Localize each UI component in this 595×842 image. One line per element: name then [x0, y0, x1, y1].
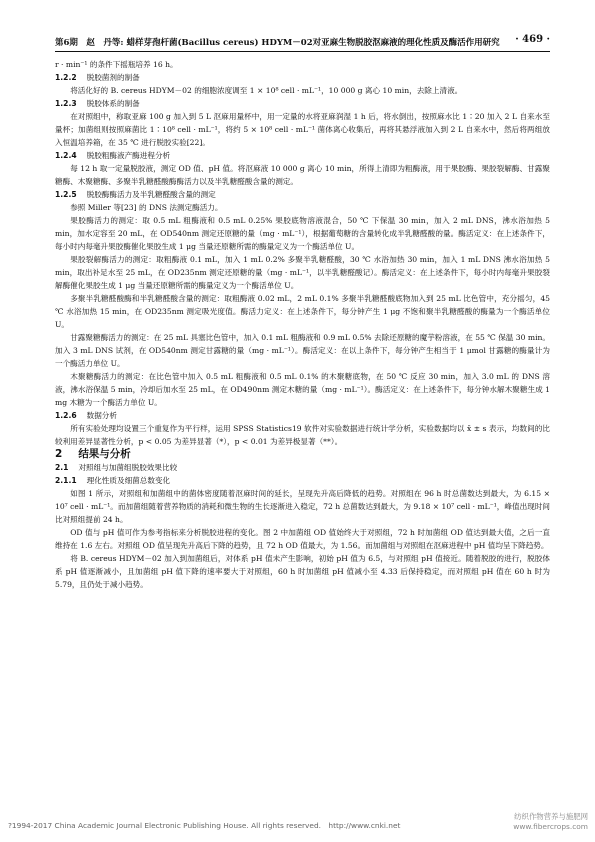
- heading-number: 2.1.1: [55, 476, 77, 485]
- subsection-heading: [55, 461, 550, 474]
- body-paragraph: 甘露聚糖酶活力的测定：在 25 mL 具塞比色管中，加入 0.1 mL 粗酶液和 0.9 mL 0.5% 去除还原糖的魔芋粉溶液，在 55 ℃ 保温 30 min。加入 3 mL DNS 试剂，在 OD540nm 测定甘露糖的量（mg · mL⁻¹）。酶活定义：在以上条件下，每分钟产生相当于 1 μmol 甘露糖的酶量计为一个酶活力单位 U。: [55, 333, 550, 368]
- heading-number: 2: [55, 448, 63, 460]
- heading-text: 脱胶粗酶液产酶进程分析: [86, 151, 171, 160]
- heading-number: 2.1: [55, 463, 69, 472]
- heading-number: 1.2.2: [55, 73, 77, 82]
- heading-text: 脱胶酶酶活力及半乳糖醛酸含量的测定: [86, 190, 216, 199]
- section-heading: [55, 448, 550, 461]
- watermark-line-1: 纺织作物营养与施肥网: [514, 812, 588, 821]
- site-watermark: [513, 812, 588, 832]
- watermark-line-2: www.fibercrops.com: [513, 822, 588, 831]
- body-paragraph: OD 值与 pH 值可作为参考指标来分析脱胶进程的变化。图 2 中加菌组 OD 值始终大于对照组，72 h 时加菌组 OD 值达到最大值，之后一直维持在 1.6 左右。对照组 OD 值呈现先升高后下降的趋势，且 72 h OD 值最大，为 1.56。而加菌组与对照组在沤麻进程中 pH 值均呈下降趋势。: [55, 528, 550, 550]
- subsection-heading: [55, 474, 550, 487]
- subsection-heading: [55, 149, 550, 162]
- running-header: [55, 32, 550, 50]
- article-body: [55, 58, 550, 591]
- running-header-title: 第6期 赵 丹等: 蜡样芽孢杆菌(Bacillus cereus) HDYM－02对亚麻生物脱胶沤麻液的理化性质及酶活作用研究: [55, 38, 500, 48]
- subsection-heading: [55, 71, 550, 84]
- subsection-heading: [55, 97, 550, 110]
- body-paragraph: 多聚半乳糖醛酸酶和半乳糖醛酸含量的测定：取粗酶液 0.02 mL，2 mL 0.1% 多聚半乳糖醛酸底物加入到 25 mL 比色管中，充分摇匀，45 ℃ 水浴加热 15 min，在 OD235nm 测定吸光度值。酶活力定义：在上述条件下，每分钟产生 1 μg 不饱和聚半乳糖醛酸的酶量为一个酶活单位 U。: [55, 294, 550, 329]
- heading-text: 脱胶体系的制备: [86, 99, 140, 108]
- body-paragraph: 参照 Miller 等[23] 的 DNS 法测定酶活力。: [70, 203, 223, 212]
- body-paragraph: 果胶酶活力的测定：取 0.5 mL 粗酶液和 0.5 mL 0.25% 果胶底物溶液混合，50 ℃ 下保温 30 min，加入 2 mL DNS，沸水浴加热 5 min，加水定容至 20 mL，在 OD540nm 测定还原糖的量（mg · mL⁻¹），根据葡萄糖的含量转化成半乳糖醛酸的量。酶活定义：在上述条件下，每小时内每毫升果胶酶催化果胶生成 1 μg 当量还原糖所需的酶量定义为一个酶活单位 U。: [55, 216, 550, 251]
- body-paragraph: 每 12 h 取一定量脱胶液，测定 OD 值、pH 值。将沤麻液 10 000 g 离心 10 min，所得上清即为粗酶液，用于果胶酶、果胶裂解酶、甘露聚糖酶、木聚糖酶、多聚半乳糖醛酸酶酶活力以及半乳糖醛酸含量的测定。: [55, 164, 550, 186]
- heading-number: 1.2.5: [55, 190, 77, 199]
- subsection-heading: [55, 409, 550, 422]
- body-paragraph: 果胶裂解酶活力的测定：取粗酶液 0.1 mL，加入 1 mL 0.2% 多聚半乳糖醛酸，30 ℃ 水浴加热 30 min，加入 1 mL DNS 沸水浴加热 5 min，取出补足水至 25 mL，在 OD235nm 测定还原糖的量（mg · mL⁻¹，以半乳糖醛酸记）。酶活定义：在上述条件下，每小时内每毫升果胶裂解酶催化果胶生成 1 μg 当量还原糖所需的酶量定义为一个酶活单位 U。: [55, 255, 550, 290]
- heading-text: 数据分析: [86, 411, 117, 420]
- body-paragraph: 木聚糖酶活力的测定：在比色管中加入 0.5 mL 粗酶液和 0.5 mL 0.1% 的木聚糖底物，在 50 ℃ 反应 30 min，加入 3.0 mL 的 DNS 溶液，沸水浴保温 5 min，冷却后加水至 25 mL，在 OD490nm 测定木糖的量（mg · mL⁻¹）。酶活定义：在上述条件下，每分钟水解木聚糖生成 1 mg 木糖为一个酶活力单位 U。: [55, 372, 550, 407]
- header-rule: [55, 51, 550, 52]
- heading-text: 对照组与加菌组脱胶效果比较: [78, 463, 178, 472]
- heading-text: 理化性质及细菌总数变化: [86, 476, 171, 485]
- heading-number: 1.2.3: [55, 99, 77, 108]
- heading-text: 脱胶菌剂的制备: [86, 73, 140, 82]
- body-paragraph: 如图 1 所示，对照组和加菌组中的菌体密度随着沤麻时间的延长，呈现先升高后降低的趋势。对照组在 96 h 时总菌数达到最大，为 6.15 × 10⁷ cell · mL⁻¹。而加菌组随着营养物质的消耗和微生物的生长逐渐进入稳定，72 h 总菌数达到最大，为 9.18 × 10⁷ cell · mL⁻¹，峰值出现时间比对照组提前 24 h。: [55, 489, 550, 524]
- body-paragraph: 将 B. cereus HDYM－02 加入到加菌组后，对体系 pH 值未产生影响，初始 pH 值为 6.5，与对照组 pH 值接近。随着脱胶的进行，脱胶体系 pH 值逐渐减小，且加菌组 pH 值下降的速率要大于对照组，60 h 时加菌组 pH 值减小至 4.33 后保持稳定，而对照组 pH 值在 60 h 时为 5.79，且仍处于减小趋势。: [55, 554, 550, 589]
- page-number: · 469 ·: [515, 34, 550, 45]
- heading-text: 结果与分析: [78, 448, 131, 460]
- body-paragraph: 所有实验处理均设置三个重复作为平行样，运用 SPSS Statistics19 软件对实验数据进行统计学分析，实验数据均以 x̄ ± s 表示，均数间的比较利用差异显著性分析，p < 0.05 为差异显著（*），p < 0.01 为差异极显著（**）。: [55, 424, 550, 446]
- heading-number: 1.2.6: [55, 411, 77, 420]
- body-paragraph: 将活化好的 B. cereus HDYM－02 的细胞浓度调至 1 × 10⁸ cell · mL⁻¹，10 000 g 离心 10 min，去除上清液。: [70, 86, 463, 95]
- body-paragraph: 在对照组中，称取亚麻 100 g 加入到 5 L 沤麻用量杯中，用一定量的水将亚麻润湿 1 h 后，将水倒出，按照麻水比 1∶20 加入 2 L 自来水至量杯；加菌组则按照麻菌比 1∶10⁸ cell · mL⁻¹，将约 5 × 10⁸ cell · mL⁻¹ 菌体离心收集后，再将其悬浮液加入到 2 L 自来水中，然后将两组放入恒温培养箱，在 35 ℃ 进行脱胶实验[22]。: [55, 112, 550, 147]
- subsection-heading: [55, 188, 550, 201]
- copyright-line: ?1994-2017 China Academic Journal Electronic Publishing House. All rights reserved. http://www.cnki.net: [8, 821, 401, 830]
- heading-number: 1.2.4: [55, 151, 77, 160]
- body-paragraph: r · min⁻¹ 的条件下摇瓶培养 16 h。: [55, 60, 178, 69]
